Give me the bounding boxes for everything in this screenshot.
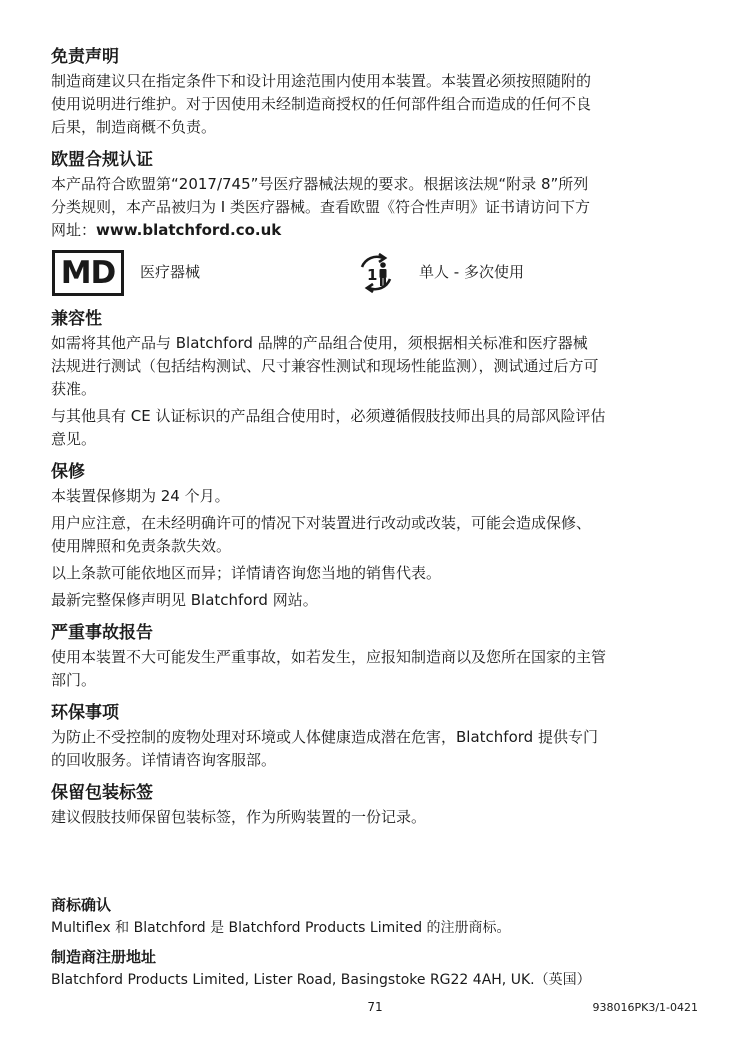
packaging-section: [51, 780, 701, 829]
compatibility-heading: 兼容性: [51, 309, 102, 329]
eu-compliance-line: 分类规则，本产品被归为 I 类医疗器械。查看欧盟《符合性声明》证书请访问下方: [51, 198, 590, 216]
symbols-row: [51, 250, 701, 302]
disclaimer-line: 后果，制造商概不负责。: [51, 118, 217, 136]
disclaimer-section: [51, 44, 701, 139]
document-body: [51, 44, 701, 837]
packaging-heading: 保留包装标签: [51, 783, 153, 803]
warranty-line: 使用牌照和免责条款失效。: [51, 537, 232, 555]
disclaimer-line: 使用说明进行维护。对于因使用未经制造商授权的任何部件组合而造成的任何不良: [51, 95, 592, 113]
address-text: Blatchford Products Limited, Lister Road, Basingstoke RG22 4AH, UK.（英国）: [51, 972, 591, 988]
warranty-heading: 保修: [51, 462, 85, 482]
compatibility-line: 意见。: [51, 430, 97, 448]
url-prefix: 网址：: [51, 221, 97, 239]
md-symbol-text: MD: [60, 254, 116, 291]
document-code: 938016PK3/1-0421: [592, 1001, 698, 1014]
eu-compliance-heading: 欧盟合规认证: [51, 150, 153, 170]
compatibility-line: 获准。: [51, 380, 97, 398]
trademark-heading: 商标确认: [51, 896, 112, 914]
environment-heading: 环保事项: [51, 703, 119, 723]
warranty-line: 用户应注意，在未经明确许可的情况下对装置进行改动或改装，可能会造成保修、: [51, 514, 592, 532]
eu-compliance-url-line: [51, 219, 701, 242]
website-link[interactable]: www.blatchford.co.uk: [96, 221, 282, 239]
warranty-line: 本装置保修期为 24 个月。: [51, 487, 230, 505]
incident-line: 部门。: [51, 671, 97, 689]
compatibility-line: 法规进行测试（包括结构测试、尺寸兼容性测试和现场性能监测），测试通过后方可: [51, 357, 599, 375]
compatibility-section: [51, 306, 701, 451]
incident-section: [51, 620, 701, 692]
warranty-section: [51, 459, 701, 612]
environment-line: 为防止不受控制的废物处理对环境或人体健康造成潜在危害，Blatchford 提供专门: [51, 728, 598, 746]
medical-device-icon: [52, 250, 124, 296]
page-number: 71: [367, 1000, 383, 1014]
address-heading: 制造商注册地址: [51, 948, 157, 966]
trademark-text: Multiflex 和 Blatchford 是 Blatchford Products Limited 的注册商标。: [51, 920, 511, 936]
warranty-line: 以上条款可能依地区而异；详情请咨询您当地的销售代表。: [51, 564, 442, 582]
single-patient-label: 单人 - 多次使用: [419, 263, 524, 281]
compatibility-line: 如需将其他产品与 Blatchford 品牌的产品组合使用，须根据相关标准和医疗器械: [51, 334, 588, 352]
single-patient-multiple-use-icon: [353, 250, 399, 296]
disclaimer-heading: 免责声明: [51, 47, 119, 67]
footer-info: [51, 893, 701, 991]
incident-line: 使用本装置不大可能发生严重事故，如若发生，应报知制造商以及您所在国家的主管: [51, 648, 607, 666]
single-use-digit: 1: [367, 266, 378, 284]
warranty-line: 最新完整保修声明见 Blatchford 网站。: [51, 591, 318, 609]
medical-device-label: 医疗器械: [140, 263, 201, 281]
compatibility-line: 与其他具有 CE 认证标识的产品组合使用时，必须遵循假肢技师出具的局部风险评估: [51, 407, 606, 425]
incident-heading: 严重事故报告: [51, 623, 153, 643]
environment-section: [51, 700, 701, 772]
eu-compliance-section: [51, 147, 701, 242]
disclaimer-line: 制造商建议只在指定条件下和设计用途范围内使用本装置。本装置必须按照随附的: [51, 72, 592, 90]
packaging-line: 建议假肢技师保留包装标签，作为所购装置的一份记录。: [51, 808, 427, 826]
eu-compliance-line: 本产品符合欧盟第“2017/745”号医疗器械法规的要求。根据该法规“附录 8”所列: [51, 175, 589, 193]
environment-line: 的回收服务。详情请咨询客服部。: [51, 751, 277, 769]
